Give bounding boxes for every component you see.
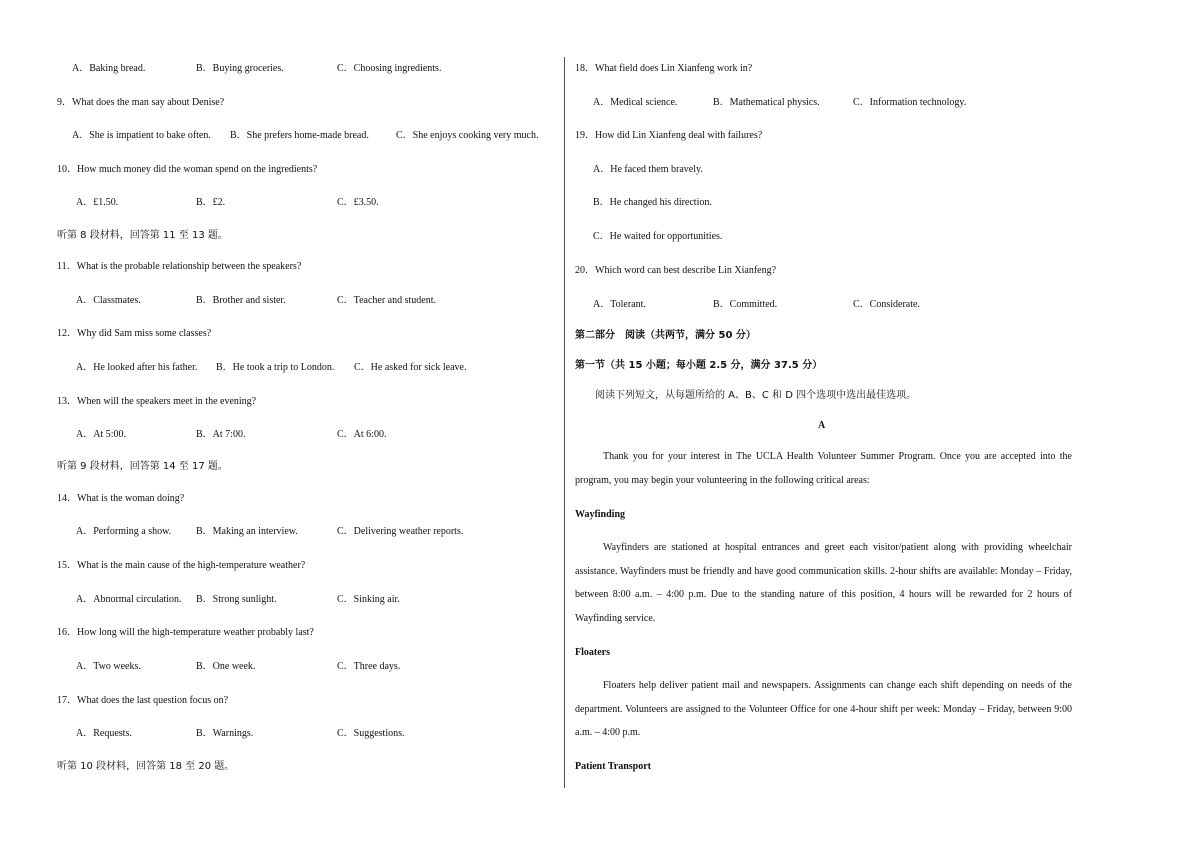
q12-option-b: B．He took a trip to London. [216,362,335,373]
section-9-heading: 听第 9 段材料，回答第 14 至 17 题。 [57,461,228,472]
q11-option-a: A．Classmates. [76,295,141,306]
q17-option-a: A．Requests. [76,728,132,739]
heading-floaters: Floaters [575,647,610,658]
part-2-title: 第二部分 阅读（共两节，满分 50 分） [575,330,756,341]
q16-question: 16．How long will the high-temperature weather probably last? [57,627,314,638]
reading-instruction: 阅读下列短文，从每题所给的 A、B、C 和 D 四个选项中选出最佳选项。 [595,390,917,401]
q10-question: 10．How much money did the woman spend on the ingredients? [57,164,318,175]
q9-option-b: B．She prefers home-made bread. [230,130,369,141]
q13-option-b: B．At 7:00. [196,429,246,440]
q16-option-a: A．Two weeks. [76,661,141,672]
q10-option-a: A．£1.50. [76,197,119,208]
q12-option-a: A．He looked after his father. [76,362,198,373]
q9-option-a: A．She is impatient to bake often. [72,130,211,141]
section-8-heading: 听第 8 段材料，回答第 11 至 13 题。 [57,230,228,241]
q10-option-c: C．£3.50. [337,197,379,208]
q15-option-a: A．Abnormal circulation. [76,594,182,605]
section-10-heading: 听第 10 段材料，回答第 18 至 20 题。 [57,761,235,772]
q9-question: 9．What does the man say about Denise? [57,97,225,108]
q17-option-c: C．Suggestions. [337,728,405,739]
heading-wayfinding: Wayfinding [575,509,626,520]
q17-option-b: B．Warnings. [196,728,254,739]
q18-option-a: A．Medical science. [593,97,678,108]
q20-option-b: B．Committed. [713,299,778,310]
q15-option-c: C．Sinking air. [337,594,400,605]
q16-option-b: B．One week. [196,661,256,672]
q14-question: 14．What is the woman doing? [57,493,185,504]
q18-question: 18．What field does Lin Xianfeng work in? [575,63,753,74]
q17-question: 17．What does the last question focus on? [57,695,229,706]
q20-question: 20．Which word can best describe Lin Xianfeng? [575,265,777,276]
q11-option-c: C．Teacher and student. [337,295,436,306]
q15-option-b: B．Strong sunlight. [196,594,277,605]
q19-option-c: C．He waited for opportunities. [593,231,723,242]
q13-question: 13．When will the speakers meet in the evening? [57,396,257,407]
q19-option-b: B．He changed his direction. [593,197,712,208]
q19-option-a: A．He faced them bravely. [593,164,703,175]
q9-option-c: C．She enjoys cooking very much. [396,130,539,141]
q18-option-b: B．Mathematical physics. [713,97,820,108]
q14-option-a: A．Performing a show. [76,526,172,537]
section-1-title: 第一节（共 15 小题；每小题 2.5 分，满分 37.5 分） [575,360,823,371]
passage-label: A [818,420,826,431]
q14-option-b: B．Making an interview. [196,526,298,537]
paragraph-wayfinding: Wayfinders are stationed at hospital entrances and greet each visitor/patient along with providing wheelchair assistance. Wayfinders must be friendly and have good communication skills. 2-hour shifts are available: Monday – Friday, between 8:00 a.m. – 4:00 p.m. Due to the standing nature of this position, 4 hours will be rewarded for 2 hours of Wayfinding service. [575,542,1072,624]
q8-option-c: C．Choosing ingredients. [337,63,442,74]
q18-option-c: C．Information technology. [853,97,967,108]
q13-option-c: C．At 6:00. [337,429,387,440]
q8-option-b: B．Buying groceries. [196,63,284,74]
q10-option-b: B．£2. [196,197,226,208]
q12-option-c: C．He asked for sick leave. [354,362,467,373]
left-column [0,0,565,849]
q16-option-c: C．Three days. [337,661,401,672]
passage-intro: Thank you for your interest in The UCLA Health Volunteer Summer Program. Once you are accepted into the program, you may begin your volunteering in the following critical areas: [575,451,1072,486]
q13-option-a: A．At 5:00. [76,429,126,440]
q11-question: 11．What is the probable relationship between the speakers? [57,261,302,272]
q8-option-a: A．Baking bread. [72,63,146,74]
q20-option-c: C．Considerate. [853,299,920,310]
q12-question: 12．Why did Sam miss some classes? [57,328,212,339]
q15-question: 15．What is the main cause of the high-temperature weather? [57,560,306,571]
paragraph-floaters: Floaters help deliver patient mail and newspapers. Assignments can change each shift depending on needs of the department. Volunteers are assigned to the Volunteer Office for one 4-hour shift per week: Monday – Friday, between 9:00 a.m. – 4:00 p.m. [575,680,1072,738]
heading-patient-transport: Patient Transport [575,761,652,772]
q20-option-a: A．Tolerant. [593,299,646,310]
q19-question: 19．How did Lin Xianfeng deal with failures? [575,130,763,141]
q14-option-c: C．Delivering weather reports. [337,526,464,537]
q11-option-b: B．Brother and sister. [196,295,286,306]
